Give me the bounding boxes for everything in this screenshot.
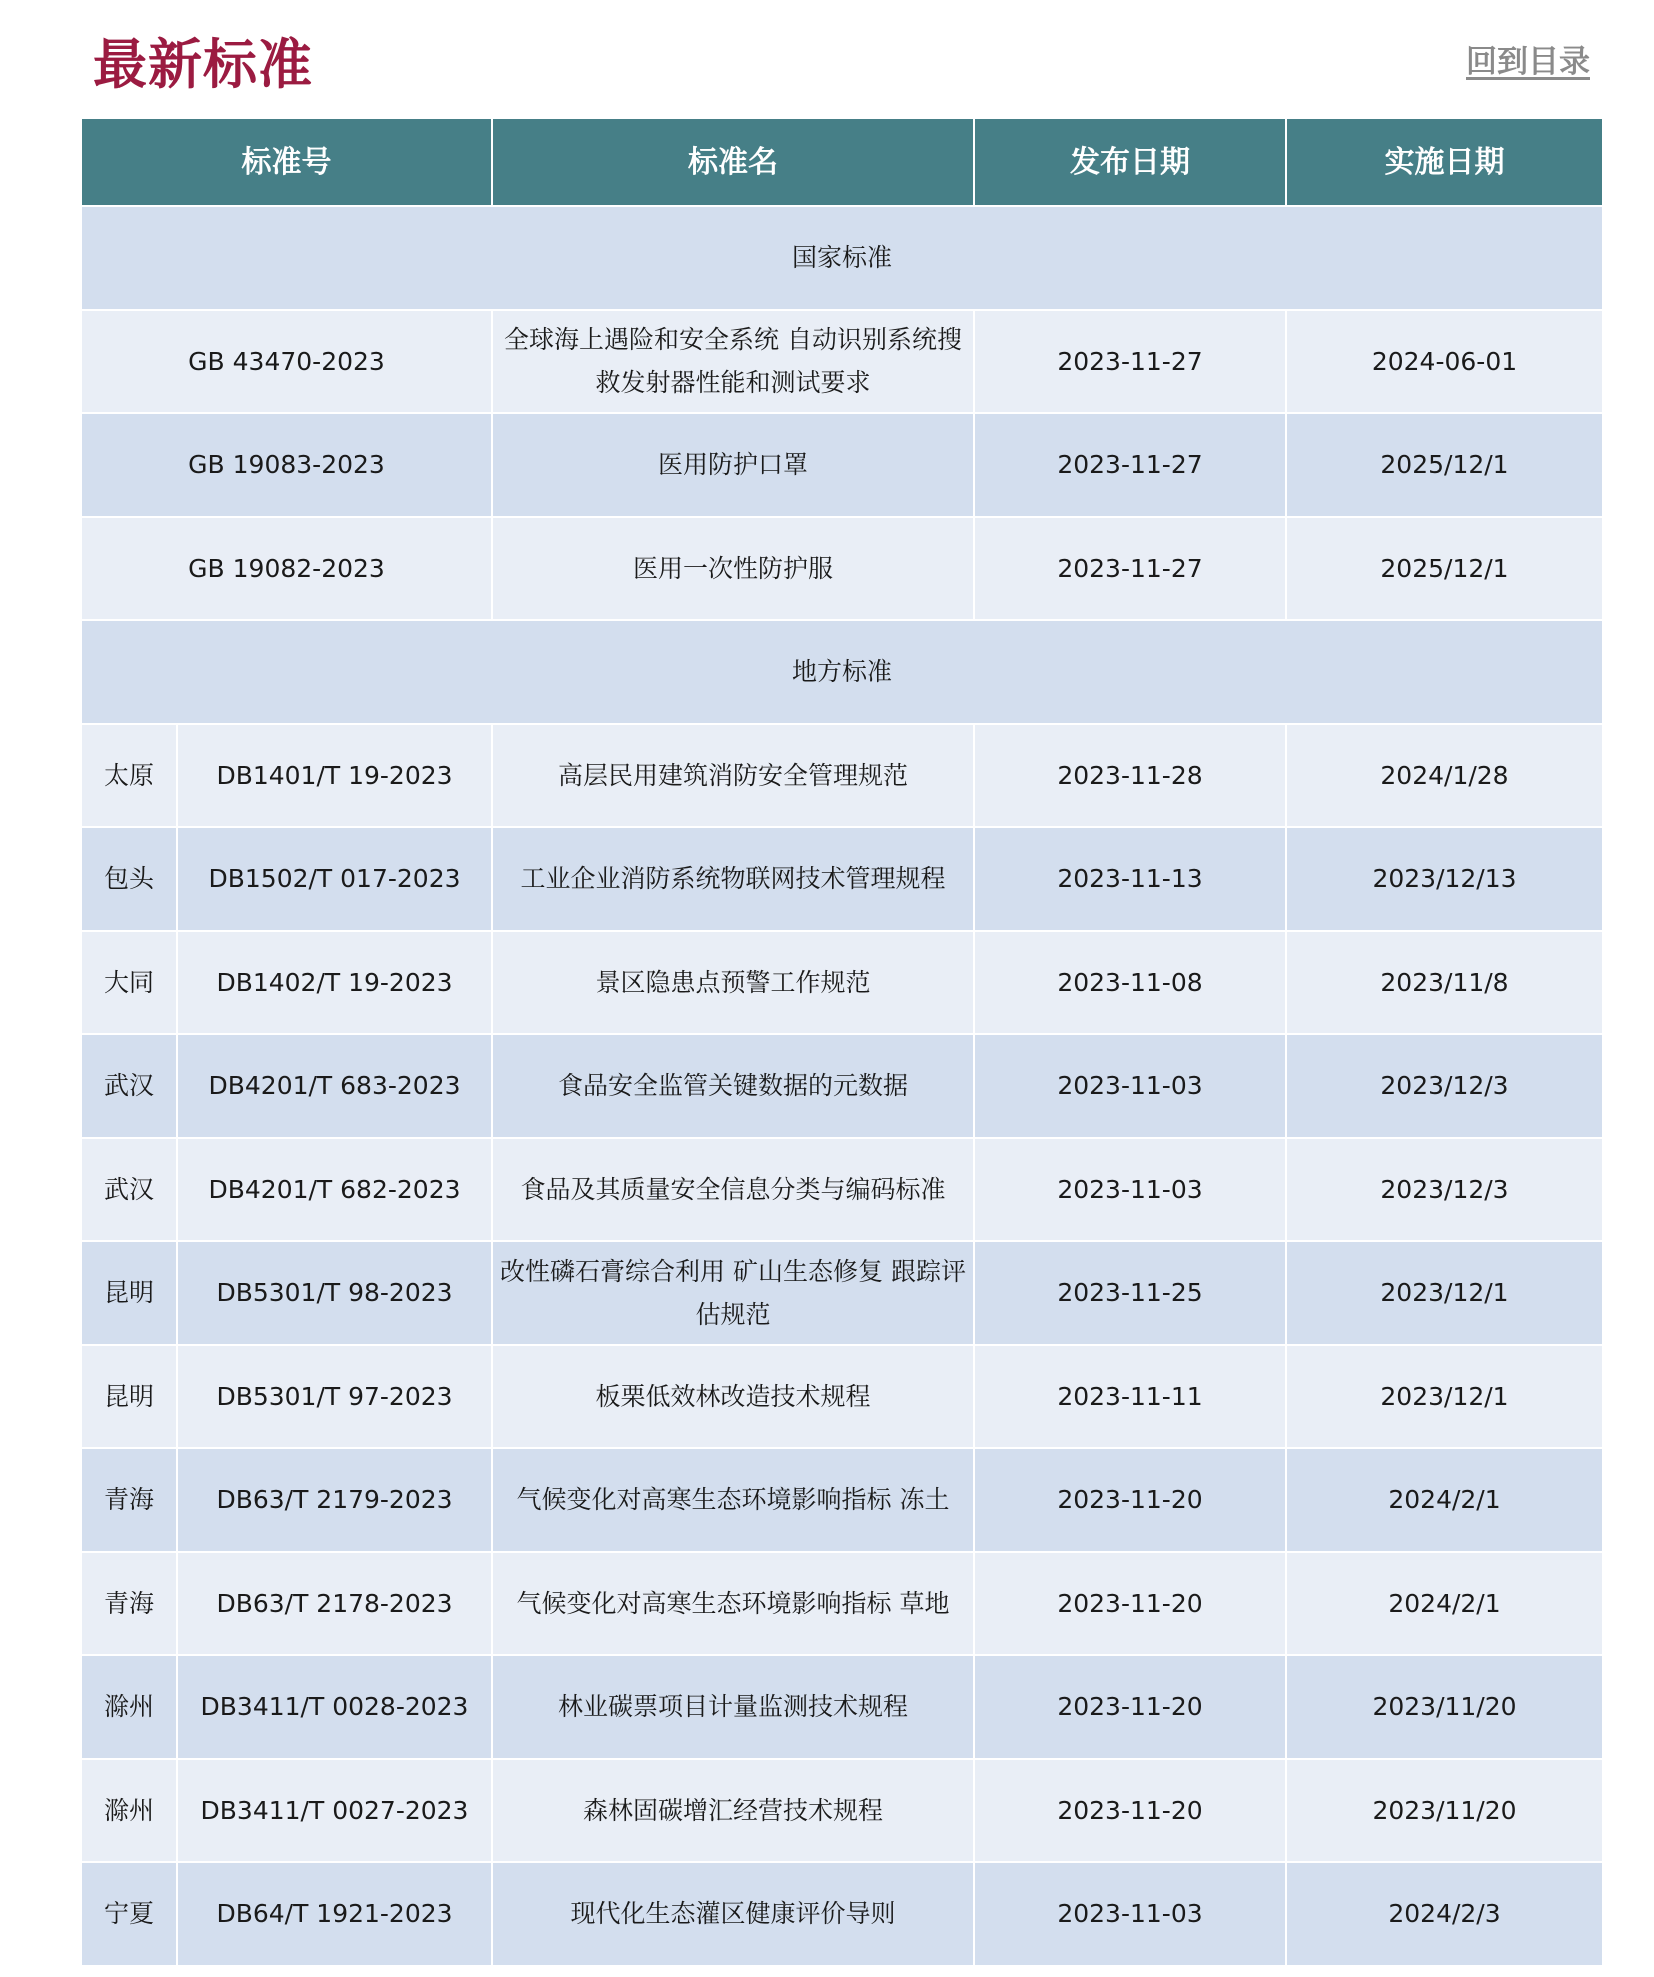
column-header-code: 标准号 xyxy=(81,118,492,206)
effective-date: 2023/11/8 xyxy=(1286,931,1603,1035)
effective-date: 2023/12/3 xyxy=(1286,1034,1603,1138)
region: 包头 xyxy=(81,827,177,931)
section-label: 国家标准 xyxy=(81,206,1603,310)
region: 滁州 xyxy=(81,1655,177,1759)
standard-code: DB5301/T 97-2023 xyxy=(177,1345,492,1449)
publish-date: 2023-11-27 xyxy=(974,413,1286,517)
standard-name: 医用一次性防护服 xyxy=(492,517,974,621)
standard-name: 板栗低效林改造技术规程 xyxy=(492,1345,974,1449)
region: 昆明 xyxy=(81,1241,177,1345)
standard-name: 全球海上遇险和安全系统 自动识别系统搜救发射器性能和测试要求 xyxy=(492,310,974,414)
column-header-effective: 实施日期 xyxy=(1286,118,1603,206)
standard-name: 高层民用建筑消防安全管理规范 xyxy=(492,724,974,828)
table-row xyxy=(81,1345,1603,1449)
region: 大同 xyxy=(81,931,177,1035)
standard-code: DB3411/T 0027-2023 xyxy=(177,1759,492,1863)
standard-code: DB63/T 2179-2023 xyxy=(177,1448,492,1552)
column-header-published: 发布日期 xyxy=(974,118,1286,206)
standard-code: DB3411/T 0028-2023 xyxy=(177,1655,492,1759)
publish-date: 2023-11-08 xyxy=(974,931,1286,1035)
effective-date: 2024/1/28 xyxy=(1286,724,1603,828)
section-local xyxy=(81,620,1603,724)
effective-date: 2025/12/1 xyxy=(1286,517,1603,621)
standard-name: 改性磷石膏综合利用 矿山生态修复 跟踪评估规范 xyxy=(492,1241,974,1345)
standard-name: 景区隐患点预警工作规范 xyxy=(492,931,974,1035)
region: 昆明 xyxy=(81,1345,177,1449)
table-row xyxy=(81,1448,1603,1552)
standard-name: 气候变化对高寒生态环境影响指标 冻土 xyxy=(492,1448,974,1552)
page-title: 最新标准 xyxy=(93,33,313,96)
table-row xyxy=(81,724,1603,828)
publish-date: 2023-11-27 xyxy=(974,310,1286,414)
table-row xyxy=(81,1138,1603,1242)
publish-date: 2023-11-20 xyxy=(974,1552,1286,1656)
publish-date: 2023-11-03 xyxy=(974,1034,1286,1138)
publish-date: 2023-11-28 xyxy=(974,724,1286,828)
section-label: 地方标准 xyxy=(81,620,1603,724)
standard-code: GB 19083-2023 xyxy=(81,413,492,517)
region: 武汉 xyxy=(81,1034,177,1138)
effective-date: 2024/2/1 xyxy=(1286,1448,1603,1552)
publish-date: 2023-11-03 xyxy=(974,1138,1286,1242)
publish-date: 2023-11-20 xyxy=(974,1759,1286,1863)
region: 青海 xyxy=(81,1448,177,1552)
standard-code: DB1402/T 19-2023 xyxy=(177,931,492,1035)
region: 滁州 xyxy=(81,1759,177,1863)
effective-date: 2023/12/3 xyxy=(1286,1138,1603,1242)
table-row xyxy=(81,310,1603,414)
region: 武汉 xyxy=(81,1138,177,1242)
section-national xyxy=(81,206,1603,310)
standard-code: DB5301/T 98-2023 xyxy=(177,1241,492,1345)
publish-date: 2023-11-03 xyxy=(974,1862,1286,1966)
table-row xyxy=(81,1655,1603,1759)
effective-date: 2023/11/20 xyxy=(1286,1759,1603,1863)
standard-name: 工业企业消防系统物联网技术管理规程 xyxy=(492,827,974,931)
publish-date: 2023-11-25 xyxy=(974,1241,1286,1345)
standard-code: GB 43470-2023 xyxy=(81,310,492,414)
standard-name: 食品及其质量安全信息分类与编码标准 xyxy=(492,1138,974,1242)
standard-code: DB64/T 1921-2023 xyxy=(177,1862,492,1966)
effective-date: 2024/2/3 xyxy=(1286,1862,1603,1966)
publish-date: 2023-11-13 xyxy=(974,827,1286,931)
table-row xyxy=(81,1552,1603,1656)
region: 太原 xyxy=(81,724,177,828)
publish-date: 2023-11-27 xyxy=(974,517,1286,621)
back-to-contents-link[interactable]: 回到目录 xyxy=(1466,44,1590,80)
table-row xyxy=(81,1862,1603,1966)
table-header-row xyxy=(81,118,1603,206)
table-row xyxy=(81,1241,1603,1345)
standard-name: 森林固碳增汇经营技术规程 xyxy=(492,1759,974,1863)
publish-date: 2023-11-11 xyxy=(974,1345,1286,1449)
table-row xyxy=(81,1759,1603,1863)
region: 宁夏 xyxy=(81,1862,177,1966)
standard-code: DB1502/T 017-2023 xyxy=(177,827,492,931)
publish-date: 2023-11-20 xyxy=(974,1448,1286,1552)
region: 青海 xyxy=(81,1552,177,1656)
table-row xyxy=(81,517,1603,621)
column-header-name: 标准名 xyxy=(492,118,974,206)
effective-date: 2024-06-01 xyxy=(1286,310,1603,414)
effective-date: 2024/2/1 xyxy=(1286,1552,1603,1656)
standards-table xyxy=(80,117,1604,1967)
standard-code: DB4201/T 683-2023 xyxy=(177,1034,492,1138)
table-row xyxy=(81,931,1603,1035)
standard-code: DB63/T 2178-2023 xyxy=(177,1552,492,1656)
standard-name: 林业碳票项目计量监测技术规程 xyxy=(492,1655,974,1759)
effective-date: 2023/12/1 xyxy=(1286,1241,1603,1345)
standard-name: 气候变化对高寒生态环境影响指标 草地 xyxy=(492,1552,974,1656)
table-row xyxy=(81,827,1603,931)
effective-date: 2023/11/20 xyxy=(1286,1655,1603,1759)
effective-date: 2023/12/13 xyxy=(1286,827,1603,931)
effective-date: 2025/12/1 xyxy=(1286,413,1603,517)
publish-date: 2023-11-20 xyxy=(974,1655,1286,1759)
effective-date: 2023/12/1 xyxy=(1286,1345,1603,1449)
table-row xyxy=(81,1034,1603,1138)
standard-code: DB4201/T 682-2023 xyxy=(177,1138,492,1242)
table-row xyxy=(81,413,1603,517)
standard-code: GB 19082-2023 xyxy=(81,517,492,621)
standard-name: 医用防护口罩 xyxy=(492,413,974,517)
standard-name: 食品安全监管关键数据的元数据 xyxy=(492,1034,974,1138)
standard-code: DB1401/T 19-2023 xyxy=(177,724,492,828)
standard-name: 现代化生态灌区健康评价导则 xyxy=(492,1862,974,1966)
